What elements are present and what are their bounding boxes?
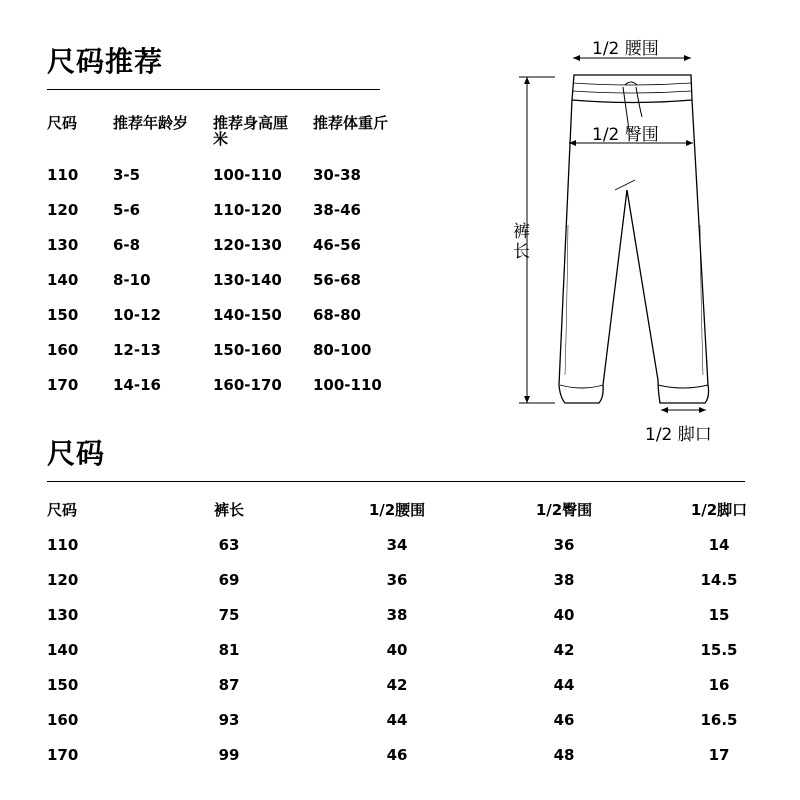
cell-size: 160 — [47, 341, 79, 359]
header-waist: 1/2腰围 — [368, 501, 426, 519]
table-row — [47, 572, 757, 607]
cell-length: 87 — [218, 676, 240, 694]
table-row — [47, 342, 397, 377]
table-row — [47, 537, 757, 572]
cell-cuff: 16.5 — [700, 711, 738, 729]
cell-size: 120 — [47, 571, 79, 589]
table-row — [47, 712, 757, 747]
cell-size: 150 — [47, 676, 79, 694]
cell-size: 140 — [47, 641, 79, 659]
length-label: 裤长 — [513, 222, 530, 262]
header-height: 推荐身高厘米 — [213, 114, 289, 148]
cell-age: 12-13 — [113, 341, 161, 359]
cell-weight: 46-56 — [313, 236, 361, 254]
cell-size: 150 — [47, 306, 79, 324]
cell-hip: 46 — [553, 711, 575, 729]
cell-weight: 30-38 — [313, 166, 361, 184]
cell-cuff: 15.5 — [700, 641, 738, 659]
cell-cuff: 16 — [708, 676, 730, 694]
cell-size: 110 — [47, 166, 79, 184]
table-row — [47, 307, 397, 342]
size-header-row — [47, 502, 757, 537]
cell-cuff: 14.5 — [700, 571, 738, 589]
header-hip: 1/2臀围 — [535, 501, 593, 519]
cell-height: 110-120 — [213, 201, 282, 219]
cell-waist: 40 — [386, 641, 408, 659]
cuff-label: 1/2 脚口 — [645, 425, 712, 445]
cell-age: 5-6 — [113, 201, 141, 219]
cell-age: 3-5 — [113, 166, 141, 184]
cell-hip: 40 — [553, 606, 575, 624]
cell-size: 110 — [47, 536, 79, 554]
table-row — [47, 167, 397, 202]
pants-illustration — [505, 25, 765, 445]
cell-waist: 36 — [386, 571, 408, 589]
header-age: 推荐年龄岁 — [113, 114, 189, 132]
cell-height: 130-140 — [213, 271, 282, 289]
cell-age: 6-8 — [113, 236, 141, 254]
waist-label: 1/2 腰围 — [592, 39, 659, 59]
table-row — [47, 237, 397, 272]
table-row — [47, 747, 757, 782]
cell-height: 120-130 — [213, 236, 282, 254]
cell-weight: 80-100 — [313, 341, 372, 359]
cell-weight: 100-110 — [313, 376, 382, 394]
cell-size: 130 — [47, 606, 79, 624]
cell-waist: 38 — [386, 606, 408, 624]
pants-diagram — [505, 25, 765, 445]
cell-hip: 44 — [553, 676, 575, 694]
table-row — [47, 202, 397, 237]
recommend-title: 尺码推荐 — [47, 45, 164, 78]
cell-size: 140 — [47, 271, 79, 289]
size-divider — [47, 481, 745, 482]
cell-size: 160 — [47, 711, 79, 729]
recommend-divider — [47, 89, 380, 90]
header-size: 尺码 — [47, 114, 78, 132]
cell-length: 69 — [218, 571, 240, 589]
header-size: 尺码 — [47, 501, 78, 519]
header-length: 裤长 — [213, 501, 244, 519]
header-cuff: 1/2脚口 — [690, 501, 748, 519]
cell-hip: 48 — [553, 746, 575, 764]
cell-waist: 44 — [386, 711, 408, 729]
table-row — [47, 642, 757, 677]
cell-length: 81 — [218, 641, 240, 659]
cell-hip: 42 — [553, 641, 575, 659]
cell-cuff: 14 — [708, 536, 730, 554]
cell-size: 170 — [47, 376, 79, 394]
cell-age: 8-10 — [113, 271, 151, 289]
cell-height: 150-160 — [213, 341, 282, 359]
cell-weight: 38-46 — [313, 201, 361, 219]
cell-length: 93 — [218, 711, 240, 729]
cell-age: 10-12 — [113, 306, 161, 324]
cell-size: 120 — [47, 201, 79, 219]
table-row — [47, 377, 397, 412]
cell-waist: 42 — [386, 676, 408, 694]
cell-height: 100-110 — [213, 166, 282, 184]
cell-size: 170 — [47, 746, 79, 764]
cell-height: 160-170 — [213, 376, 282, 394]
cell-length: 99 — [218, 746, 240, 764]
size-title: 尺码 — [47, 437, 106, 470]
header-weight: 推荐体重斤 — [313, 114, 389, 132]
hip-label: 1/2 臀围 — [592, 125, 659, 145]
cell-height: 140-150 — [213, 306, 282, 324]
cell-waist: 34 — [386, 536, 408, 554]
cell-length: 63 — [218, 536, 240, 554]
cell-waist: 46 — [386, 746, 408, 764]
table-row — [47, 272, 397, 307]
cell-size: 130 — [47, 236, 79, 254]
table-row — [47, 607, 757, 642]
cell-weight: 56-68 — [313, 271, 361, 289]
cell-length: 75 — [218, 606, 240, 624]
cell-hip: 36 — [553, 536, 575, 554]
cell-age: 14-16 — [113, 376, 161, 394]
cell-cuff: 15 — [708, 606, 730, 624]
recommend-header-row — [47, 115, 397, 167]
cell-hip: 38 — [553, 571, 575, 589]
table-row — [47, 677, 757, 712]
size-table — [47, 502, 757, 782]
cell-cuff: 17 — [708, 746, 730, 764]
cell-weight: 68-80 — [313, 306, 361, 324]
recommend-table — [47, 115, 397, 412]
